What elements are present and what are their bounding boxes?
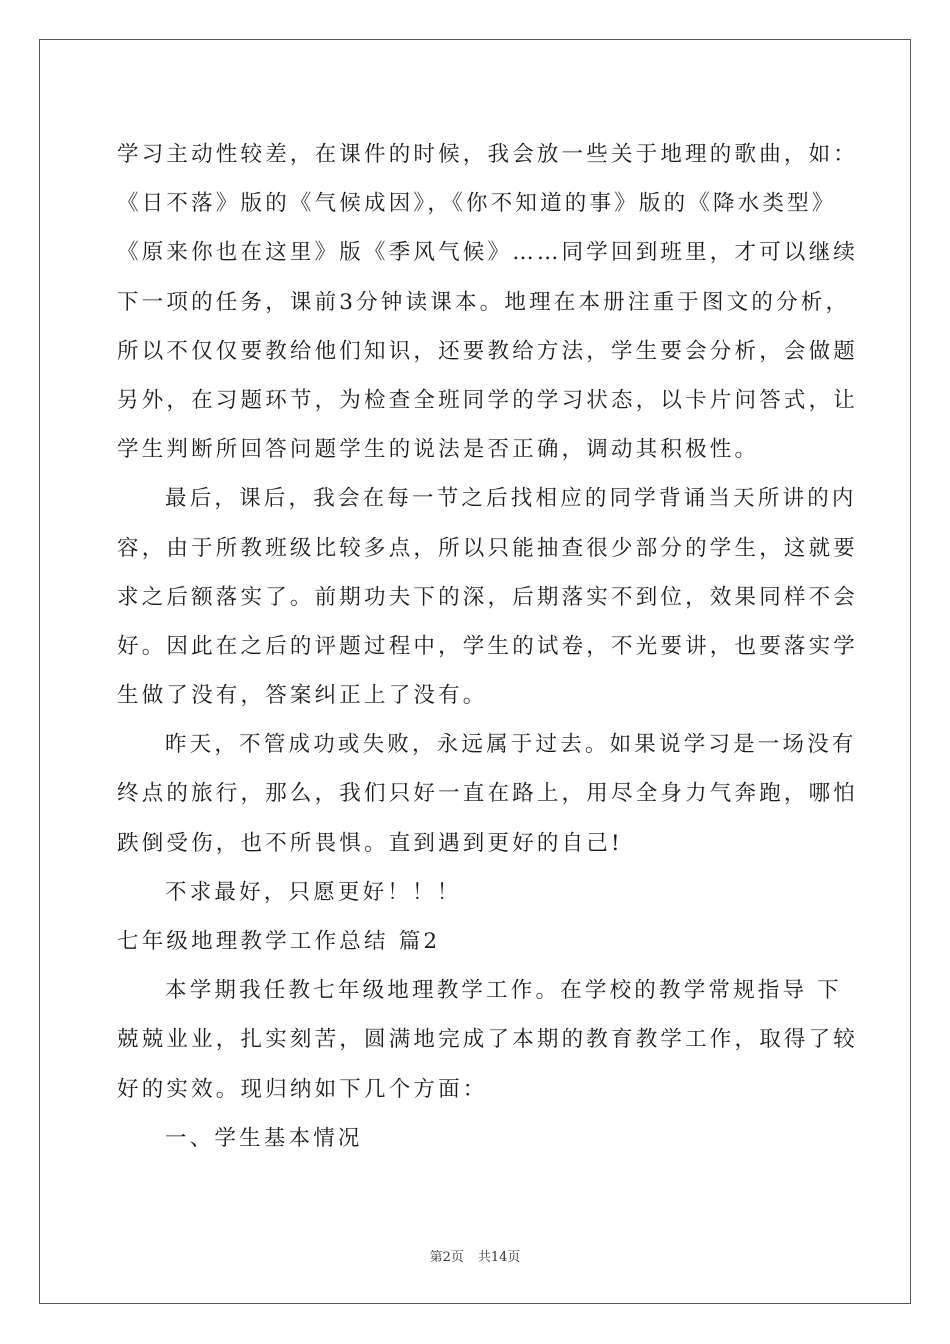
page-total: 共14页 — [477, 1250, 521, 1265]
text-line: 好的实效。现归纳如下几个方面： — [117, 1076, 488, 1102]
page-footer — [0, 1246, 950, 1265]
text-line: 终点的旅行，那么，我们只好一直在路上，用尽全身力气奔跑，哪怕 — [117, 781, 859, 807]
text-line: 所以不仅仅要教给他们知识，还要教给方法，学生要会分析，会做题 — [117, 338, 859, 364]
text-line: 学生判断所回答问题学生的说法是否正确，调动其积极性。 — [117, 437, 760, 463]
text-line: 下一项的任务，课前3分钟读课本。地理在本册注重于图文的分析， — [117, 289, 851, 315]
text-line: 跌倒受伤，也不所畏惧。直到遇到更好的自己! — [117, 830, 623, 856]
subsection-heading: 一、学生基本情况 — [165, 1125, 363, 1151]
document-body — [117, 130, 859, 1163]
section-heading: 七年级地理教学工作总结 篇2 — [117, 929, 441, 954]
paragraph-start-line: 本学期我任教七年级地理教学工作。在学校的教学常规指导 下 — [165, 978, 842, 1004]
text-line: 好。因此在之后的评题过程中，学生的试卷，不光要讲，也要落实学 — [117, 633, 859, 659]
text-line: 生做了没有，答案纠正上了没有。 — [117, 683, 488, 709]
page-number: 第2页 — [429, 1250, 464, 1265]
paragraph-start-line: 最后，课后，我会在每一节之后找相应的同学背诵当天所讲的内 — [165, 486, 857, 512]
paragraph-start-line: 昨天，不管成功或失败，永远属于过去。如果说学习是一场没有 — [165, 732, 857, 758]
text-line: 《日不落》版的《气候成因》，《你不知道的事》版的《降水类型》 — [117, 191, 837, 217]
text-line: 另外，在习题环节，为检查全班同学的学习状态，以卡片问答式，让 — [117, 387, 859, 413]
text-line: 求之后额落实了。前期功夫下的深，后期落实不到位，效果同样不会 — [117, 584, 859, 610]
text-line: 兢兢业业，扎实刻苦，圆满地完成了本期的教育教学工作，取得了较 — [117, 1027, 859, 1053]
text-line: 学习主动性较差，在课件的时候，我会放一些关于地理的歌曲，如： — [117, 142, 859, 167]
text-line: 《原来你也在这里》版《季风气候》……同学回到班里，才可以继续 — [117, 240, 859, 266]
text-line: 容，由于所教班级比较多点，所以只能抽查很少部分的学生，这就要 — [117, 535, 859, 561]
paragraph-start-line: 不求最好，只愿更好！！！ — [165, 879, 462, 905]
